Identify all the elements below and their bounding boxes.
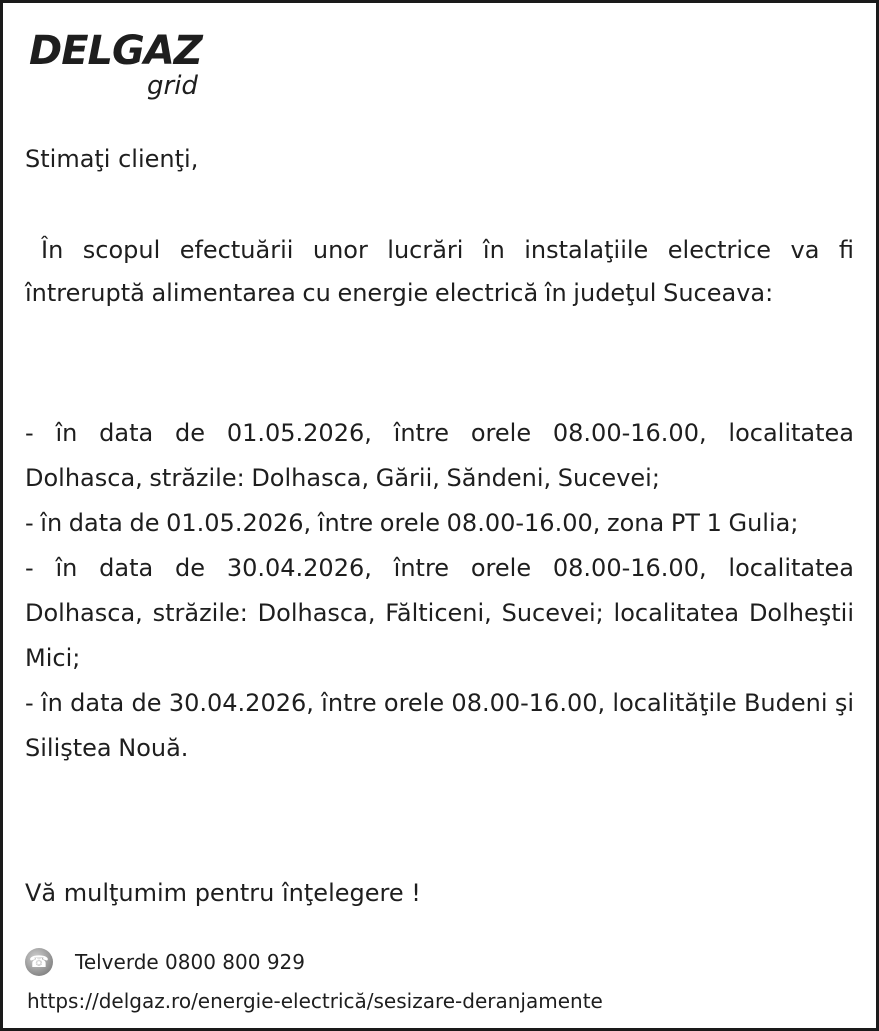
delgaz-grid-logo: [29, 29, 229, 109]
phone-number: Telverde 0800 800 929: [75, 950, 306, 974]
report-url: https://delgaz.ro/energie-electrică/sesizare-deranjamente: [27, 989, 603, 1013]
phone-icon: ☎: [25, 948, 53, 976]
logo-brand: DELGAZ: [29, 28, 202, 74]
outage-item-4: - în data de 30.04.2026, între orele 08.00-16.00, localităţile Budeni şi Siliştea Nouă.: [25, 689, 854, 762]
phone-row: [25, 947, 305, 977]
outage-list: [25, 411, 854, 771]
outage-item-1: - în data de 01.05.2026, între orele 08.00-16.00, localitatea Dolhasca, străzile: Dolhasca, Gării, Săndeni, Sucevei;: [25, 419, 854, 492]
logo-sub: grid: [147, 71, 198, 101]
thanks-line: Vă mulţumim pentru înţelegere !: [25, 879, 421, 907]
greeting: Stimaţi clienţi,: [25, 145, 199, 173]
outage-item-2: - în data de 01.05.2026, între orele 08.00-16.00, zona PT 1 Gulia;: [25, 509, 799, 537]
intro-paragraph: În scopul efectuării unor lucrări în instalaţiile electrice va fi întreruptă alimentarea cu energie electrică în judeţul Suceava:: [25, 236, 854, 307]
outage-item-3: - în data de 30.04.2026, între orele 08.00-16.00, localitatea Dolhasca, străzile: Dolhasca, Fălticeni, Sucevei; localitatea Dolheştii Mici;: [25, 554, 854, 672]
